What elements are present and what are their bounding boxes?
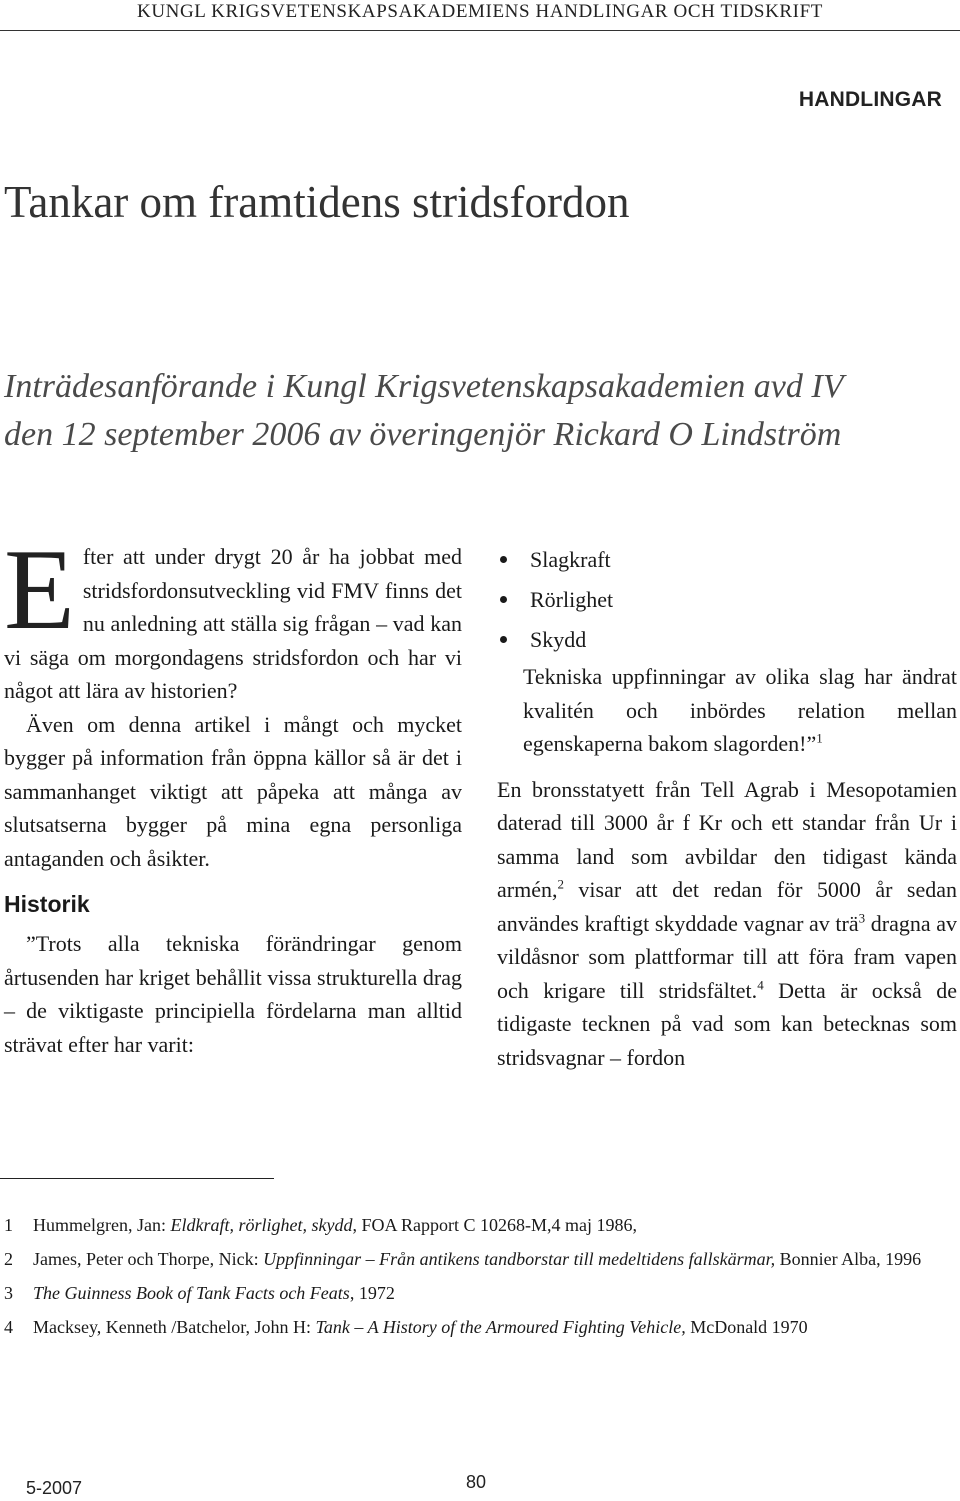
article-title: Tankar om framtidens stridsfordon: [4, 177, 630, 227]
footnote-ref-4: 4: [757, 977, 764, 993]
issue-number: 5-2007: [26, 1478, 83, 1498]
quote-text: Tekniska uppfinningar av olika slag har ändrat kvalitén och inbördes relation mellan egenskaperna bakom slagorden!”: [523, 664, 957, 756]
footnotes: [4, 1212, 959, 1348]
principles-list: [497, 540, 957, 660]
subtitle-line-2: den 12 september 2006 av överingenjör Rickard O Lindström: [4, 416, 842, 453]
list-item: Slagkraft: [497, 540, 957, 580]
paragraph-historik: ”Trots alla tekniska förändringar genom årtusenden har kriget behållit vissa strukturella drag – de viktigaste principiella fördelarna man alltid strävat efter har varit:: [4, 931, 462, 1057]
header-divider: [0, 30, 960, 31]
article-subtitle: [4, 363, 956, 459]
intro-text: fter att under drygt 20 år ha jobbat med stridsfordonsutveckling vid FMV finns det nu anledning att ställa sig frågan – vad kan vi säga om morgondagens stridsfordon och har vi något att lära av historien?: [4, 544, 462, 703]
quote-paragraph: [523, 660, 957, 761]
page-number: 80: [466, 1472, 487, 1492]
bullet-icon: [500, 636, 507, 643]
footnote-number: 1: [4, 1215, 13, 1235]
journal-header: KUNGL KRIGSVETENSKAPSAKADEMIENS HANDLINGAR OCH TIDSKRIFT: [137, 1, 823, 22]
footnote-divider: [0, 1178, 274, 1179]
subtitle-line-1: Inträdesanförande i Kungl Krigsvetenskapsakademien avd IV: [4, 368, 844, 405]
bullet-icon: [500, 556, 507, 563]
drop-cap: E: [4, 526, 75, 654]
footnote-title: Uppfinningar – Från antikens tandborstar till medeltidens fallskärmar,: [263, 1249, 776, 1269]
footnote: 4 Macksey, Kenneth /Batchelor, John H: Tank – A History of the Armoured Fighting Vehicle, McDonald 1970: [4, 1314, 959, 1341]
section-heading-historik: Historik: [4, 891, 90, 917]
footnote: 1 Hummelgren, Jan: Eldkraft, rörlighet, skydd, FOA Rapport C 10268-M,4 maj 1986,: [4, 1212, 959, 1239]
footnote-ref-3: 3: [858, 910, 866, 926]
paragraph-bronze-statuette: En bronsstatyett från Tell Agrab i Mesopotamien daterad till 3000 år f Kr och ett standar från Ur i samma land som avbildar den tidigast kända armén,$^2$ visar att det redan för 5000 år sedan användes kraftigt skyddade vagnar av trä$^3$ dragna av vildåsnor som plattformar till att föra fram vapen och krigare till stridsfältet.$^4$ Detta är också de tidigaste tecknen på vad som kan betecknas som stridsvagnar – fordon: [497, 776, 958, 1070]
footnote-title: Eldkraft, rörlighet, skydd: [170, 1215, 353, 1235]
footnote-number: 2: [4, 1249, 13, 1269]
footnote-number: 3: [4, 1283, 13, 1303]
intro-paragraph: [4, 526, 462, 708]
footnote-ref-1: 1: [816, 730, 823, 746]
footnote: 3 The Guinness Book of Tank Facts och Feats, 1972: [4, 1280, 959, 1307]
bullet-icon: [500, 596, 507, 603]
footnote-ref-2: 2: [557, 876, 564, 892]
list-item: Rörlighet: [497, 580, 957, 620]
left-column: [4, 526, 462, 1061]
footnote-number: 4: [4, 1317, 13, 1337]
footnote-title: The Guinness Book of Tank Facts och Feats: [33, 1283, 350, 1303]
paragraph-sources: Även om denna artikel i mångt och mycket bygger på information från öppna källor så är det i sammanhanget viktigt att påpeka att många av slutsatserna bygger på mina egna personliga antaganden och åsikter.: [4, 711, 462, 871]
footnote-title: Tank – A History of the Armoured Fighting Vehicle,: [315, 1317, 686, 1337]
footnote: 2 James, Peter och Thorpe, Nick: Uppfinningar – Från antikens tandborstar till medeltidens fallskärmar, Bonnier Alba, 1996: [4, 1246, 959, 1273]
right-column: [497, 540, 957, 1074]
section-label: HANDLINGAR: [798, 88, 942, 111]
list-item: Skydd: [497, 620, 957, 660]
